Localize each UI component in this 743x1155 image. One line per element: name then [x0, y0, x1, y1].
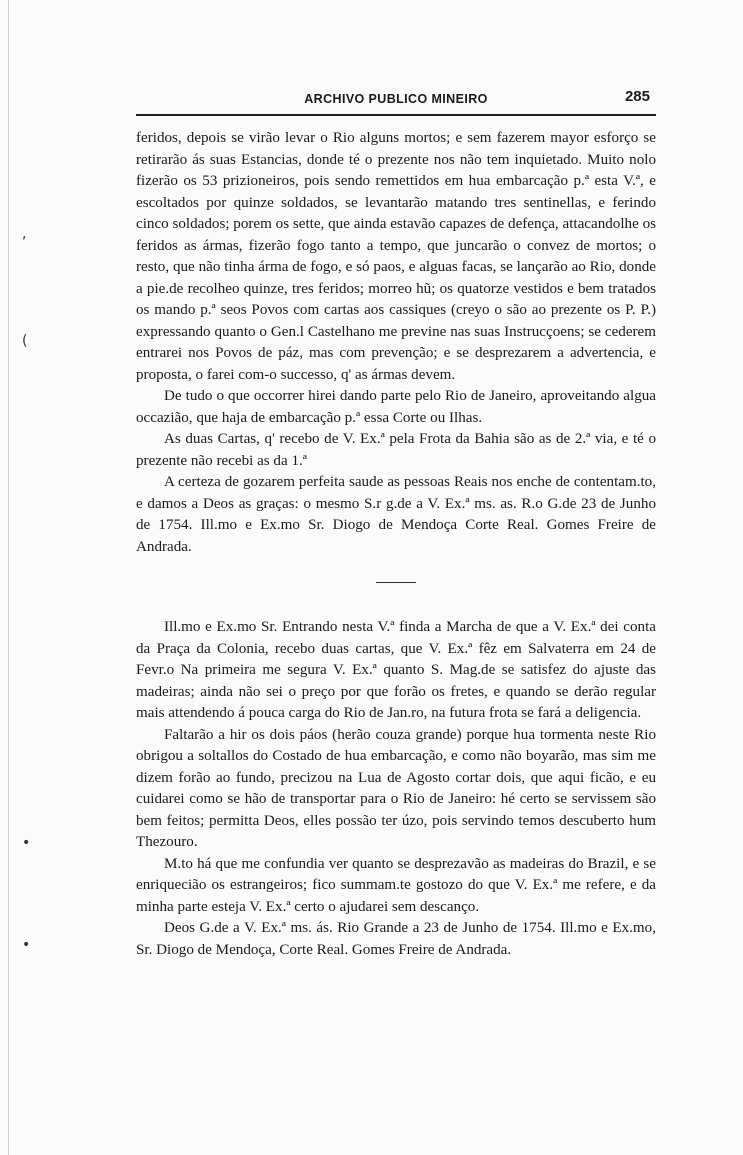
margin-mark: •: [22, 835, 31, 851]
letter2-paragraph: M.to há que me confundia ver quanto se desprezavão as madeiras do Brazil, e se enriquecião os estrangeiros; fico summam.te gostozo do que V. Ex.ª me refere, e da minha parte esteja V. Ex.ª certo o ajudarei sem descanço.: [136, 855, 656, 915]
page-number: 285: [624, 88, 650, 105]
running-head: ARCHIVO PUBLICO MINEIRO: [304, 92, 488, 106]
page-header: [136, 88, 656, 116]
section-separator: [376, 582, 416, 583]
letter1-paragraph: feridos, depois se virão levar o Rio alguns mortos; e sem fazerem mayor esforço se retirarão ás suas Estancias, donde té o prezente nos não tem inquietado. Muito nolo fizerão os 53 prizioneiros, pois sendo remettidos em hua embarcação p.ª esta V.ª, e escoltados por quinze soldados, se levantarão matando tres sentinellas, e ferindo cinco soldados; porem os sette, que ainda estavão capazes de defença, attacandolhe os feridos as ármas, fizerão fogo tanto a tempo, que juncarão o convez de mortos; o resto, que não tinha árma de fogo, e só paos, e alguas facas, se lançarão ao Rio, donde a pie.de recolheo quinze, tres feridos; morreo hũ; os quatorze vestidos e bem tratados os mando p.ª seos Povos com cartas aos cassiques (creyo o são ao prezente os P. P.) expressando quanto o Gen.l Castelhano me previne nas suas Instrucçoens; se cederem entrarei nos Povos de páz, mas com prevenção; e se desprezarem a advertencia, e proposta, o farei com-o successo, q' as ármas devem.: [136, 130, 656, 383]
margin-mark: •: [22, 937, 31, 953]
margin-mark: ,: [22, 226, 27, 242]
letter2-paragraph: Faltarão a hir os dois páos (herão couza grande) porque hua tormenta neste Rio obrigou a soltallos do Costado de hua embarcação, e como não boyarão, mas sim me dizem forão ao fundo, precizou na Lua de Agosto cortar dois, que aqui ficão, e eu cuidarei como se hão de transportar para o Rio de Janeiro: hé certo se servissem são bem feitos; permitta Deos, elles possão ter úzo, pois servindo temos descuberto hum Thezouro.: [136, 726, 656, 850]
page-edge: [8, 0, 9, 1155]
letter1-closing: A certeza de gozarem perfeita saude as pessoas Reais nos enche de contentam.to, e damos a Deos as graças: o mesmo S.r g.de a V. Ex.ª ms. as. R.o G.de 23 de Junho de 1754. Ill.mo e Ex.mo Sr. Diogo de Mendoça Corte Real. Gomes Freire de Andrada.: [136, 474, 656, 555]
margin-mark: (: [22, 333, 28, 349]
letter1-paragraph: De tudo o que occorrer hirei dando parte pelo Rio de Janeiro, aproveitando algua occazião, que haja de embarcação p.ª essa Corte ou Ilhas.: [136, 388, 656, 426]
body-text: [136, 128, 656, 961]
letter2-paragraph: Ill.mo e Ex.mo Sr. Entrando nesta V.ª finda a Marcha de que a V. Ex.ª dei conta da Praça da Colonia, recebo duas cartas, que V. Ex.ª fêz em Salvaterra em 24 de Fevr.o Na primeira me segura V. Ex.ª quanto S. Mag.de se satisfez do ajuste das madeiras; ainda não sei o preço por que forão os fretes, e quando se derão regular mais attendendo á pouca carga do Rio de Jan.ro, na futura frota se fará a deligencia.: [136, 619, 656, 721]
letter1-paragraph: As duas Cartas, q' recebo de V. Ex.ª pela Frota da Bahia são as de 2.ª via, e té o prezente não recebi as da 1.ª: [136, 431, 656, 469]
letter2-closing: Deos G.de a V. Ex.ª ms. ás. Rio Grande a 23 de Junho de 1754. Ill.mo e Ex.mo, Sr. Diogo de Mendoça, Corte Real. Gomes Freire de Andrada.: [136, 920, 656, 958]
